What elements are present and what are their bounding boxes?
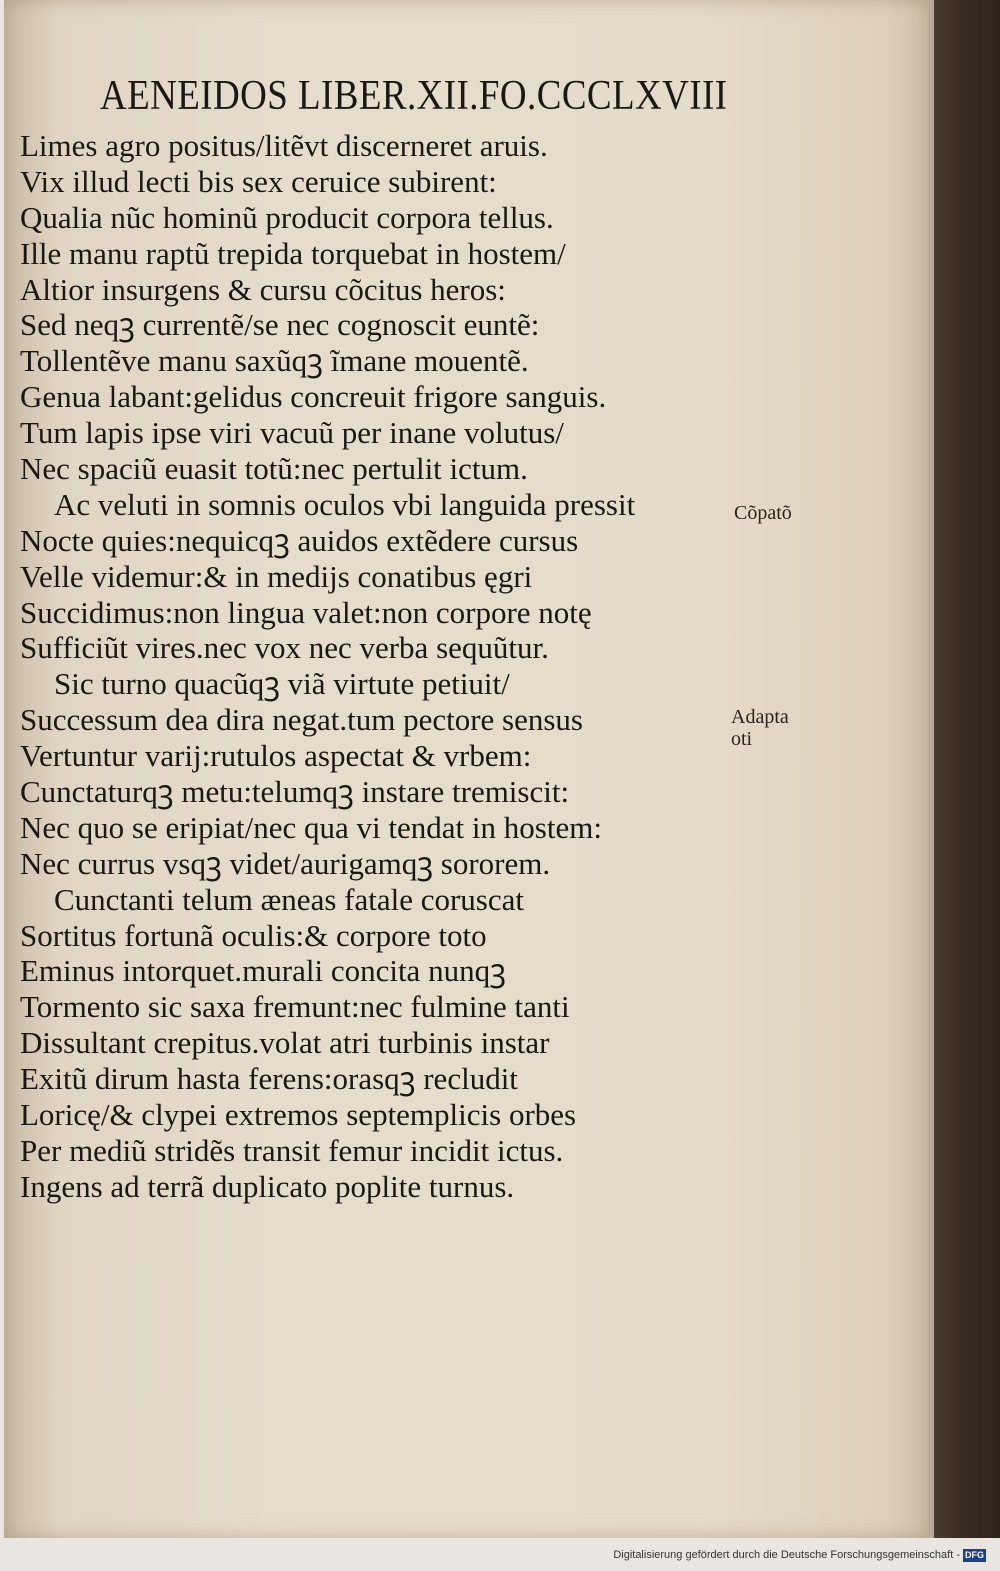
verse-line: Cunctaturqꝫ metu:telumqꝫ instare tremiscit: xyxy=(20,774,570,810)
verse-line: Successum dea dira negat.tum pectore sensus xyxy=(20,702,583,738)
verse-line: Sic turno quacũqꝫ viã virtute petiuit/ xyxy=(54,666,510,702)
margin-note-line: Adapta xyxy=(731,706,789,728)
running-header: AENEIDOS LIBER.XII.FO.CCCLXVIII xyxy=(100,73,728,119)
verse-line: Ingens ad terrã duplicato poplite turnus. xyxy=(20,1168,515,1204)
verse-line: Eminus intorquet.murali concita nunqꝫ xyxy=(20,953,506,989)
margin-note-adaptatio xyxy=(731,706,789,750)
verse-line: Vix illud lecti bis sex ceruice subirent: xyxy=(20,163,497,199)
verse-line: Genua labant:gelidus concreuit frigore sanguis. xyxy=(20,379,607,415)
verse-line: Sed neqꝫ currentẽ/se nec cognoscit euntẽ: xyxy=(20,307,540,343)
verse-text-block xyxy=(20,128,720,1205)
verse-line: Velle videmur:& in medijs conatibus ęgri xyxy=(20,558,533,594)
verse-line: Qualia nũc hominũ producit corpora tellus. xyxy=(20,199,554,235)
verse-line: Limes agro positus/litẽvt discerneret aruis. xyxy=(20,128,548,163)
verse-line: Nec quo se eripiat/nec qua vi tendat in hostem: xyxy=(20,809,602,845)
verse-line: Exitũ dirum hasta ferens:orasqꝫ recludit xyxy=(20,1061,518,1097)
verse-line: Tormento sic saxa fremunt:nec fulmine tanti xyxy=(20,989,570,1025)
verse-line: Succidimus:non lingua valet:non corpore notę xyxy=(20,594,592,630)
verse-line: Cunctanti telum æneas fatale coruscat xyxy=(54,881,524,917)
verse-line: Tum lapis ipse viri vacuũ per inane volutus/ xyxy=(20,415,564,451)
verse-line: Vertuntur varij:rutulos aspectat & vrbem: xyxy=(20,738,532,774)
verse-line: Altior insurgens & cursu cõcitus heros: xyxy=(20,271,506,307)
verse-line: Nec spaciũ euasit totũ:nec pertulit ictum. xyxy=(20,451,528,487)
verse-line: Per mediũ stridẽs transit femur incidit ictus. xyxy=(20,1132,564,1168)
verse-line: Tollentẽve manu saxũqꝫ ĩmane mouentẽ. xyxy=(20,343,529,379)
verse-line: Nocte quies:nequicqꝫ auidos extẽdere cursus xyxy=(20,522,579,558)
verse-line: Nec currus vsqꝫ videt/aurigamqꝫ sororem. xyxy=(20,845,551,881)
verse-line: Dissultant crepitus.volat atri turbinis instar xyxy=(20,1025,550,1061)
funding-credit: Digitalisierung gefördert durch die Deutsche Forschungsgemeinschaft - xyxy=(613,1549,960,1561)
verse-line: Sufficiũt vires.nec vox nec verba sequũtur. xyxy=(20,630,549,666)
verse-line: Ille manu raptũ trepida torquebat in hostem/ xyxy=(20,235,566,271)
dfg-logo: DFG xyxy=(965,1550,984,1560)
book-binding-edge xyxy=(934,0,1000,1538)
verse-line: Ac veluti in somnis oculos vbi languida pressit xyxy=(54,486,636,522)
verse-line: Loricę/& clypei extremos septemplicis orbes xyxy=(20,1097,577,1133)
margin-note-line: oti xyxy=(731,728,753,750)
margin-note-comparatio: Cõpatõ xyxy=(734,502,792,524)
verse-line: Sortitus fortunã oculis:& corpore toto xyxy=(20,917,487,953)
